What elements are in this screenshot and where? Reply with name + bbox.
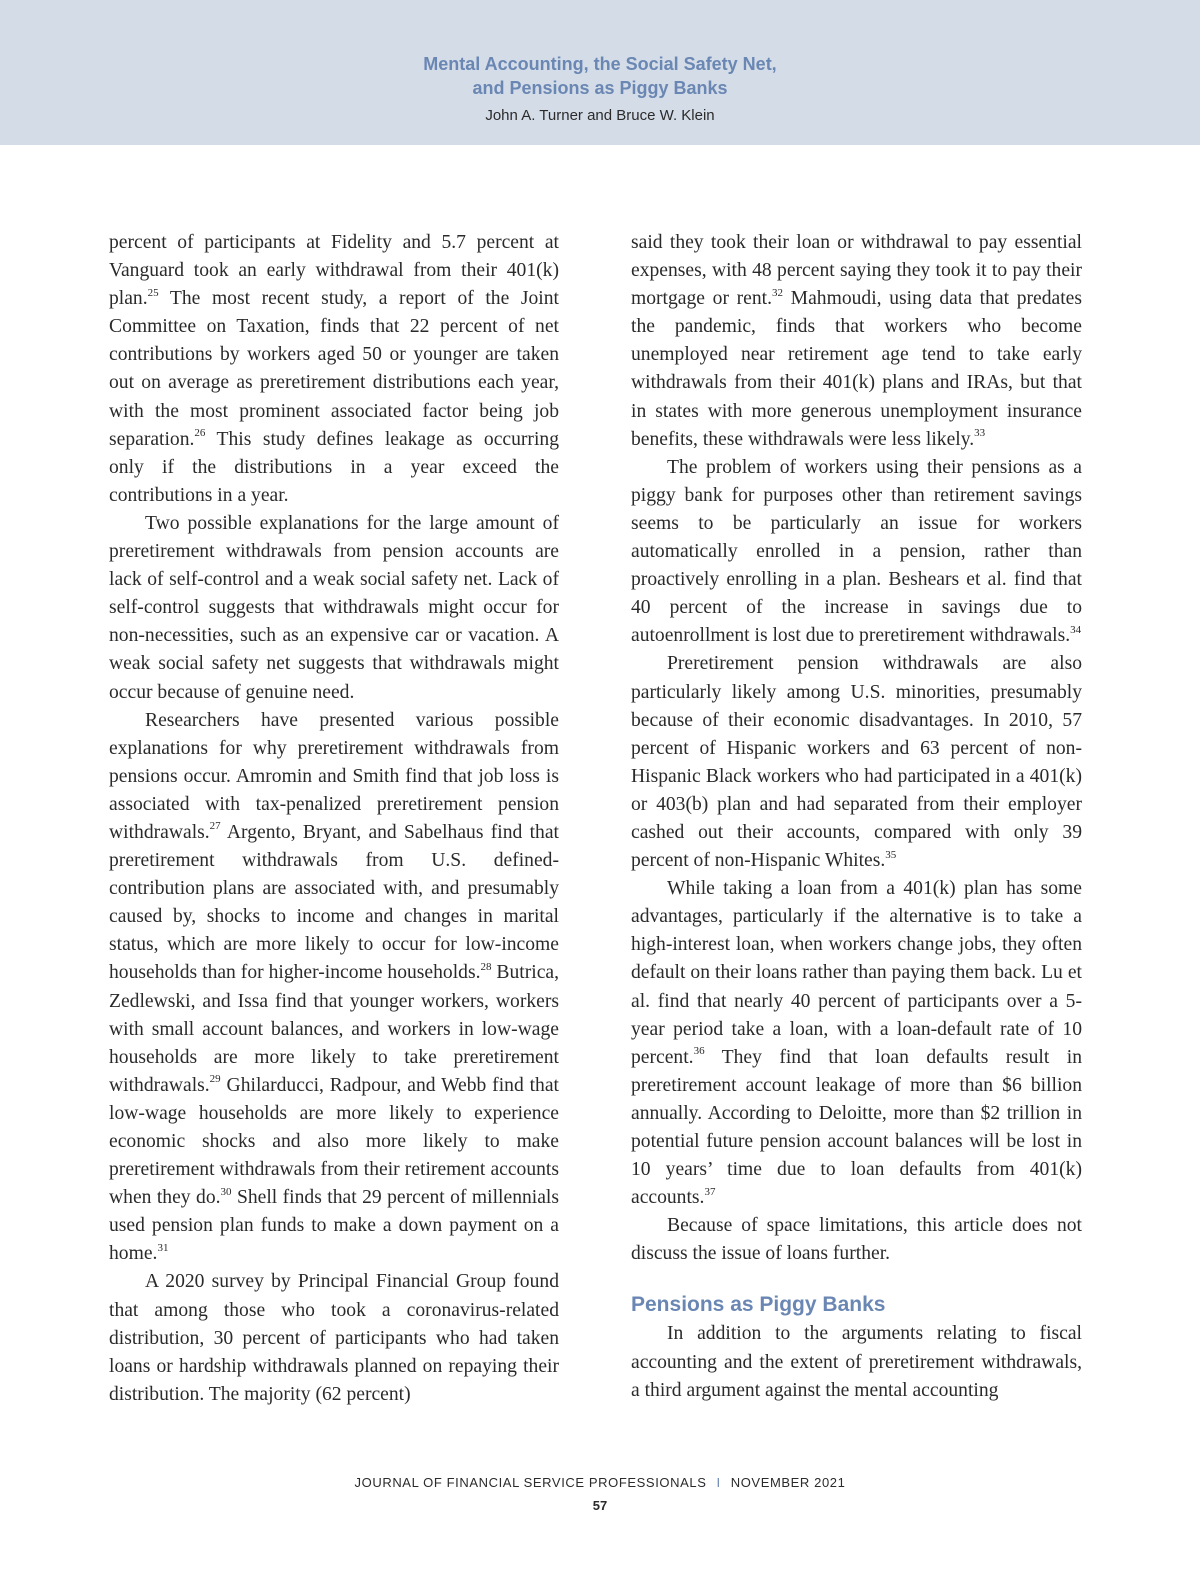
paragraph: In addition to the arguments relating to fiscal accounting and the extent of preretirement withdrawals, a third argument against the mental accounting [631, 1323, 1082, 1401]
page-footer [0, 1475, 1200, 1513]
footnote-ref: 27 [209, 820, 221, 833]
footnote-ref: 37 [704, 1185, 716, 1198]
paragraph: The problem of workers using their pensions as a piggy bank for purposes other than retirement savings seems to be particularly an issue for workers automatically enrolled in a pension, rather than proactively enrolling in a plan. Beshears et al. find that 40 percent of the increase in savings due to autoenrollment is lost due to preretirement withdrawals.$^{34}$ [631, 456, 1082, 647]
header-banner [0, 0, 1200, 145]
paragraph: Two possible explanations for the large amount of preretirement withdrawals from pension accounts are lack of self-control and a weak social safety net. Lack of self-control suggests that withdrawals might occur for non-necessities, such as an expensive car or vacation. A weak social safety net suggests that withdrawals might occur because of genuine need. [109, 512, 559, 703]
footnote-ref: 29 [209, 1073, 221, 1086]
footnote-ref: 35 [885, 848, 897, 861]
footer-separator: I [716, 1475, 721, 1490]
footnote-ref: 34 [1070, 623, 1082, 636]
section-heading: Pensions as Piggy Banks [631, 1293, 886, 1317]
paragraph: A 2020 survey by Principal Financial Group found that among those who took a coronavirus-related distribution, 30 percent of participants who had taken loans or hardship withdrawals planned on repaying their distribution. The majority (62 percent) [109, 1271, 559, 1405]
paragraph: Preretirement pension withdrawals are also particularly likely among U.S. minorities, presumably because of their economic disadvantages. In 2010, 57 percent of Hispanic workers and 63 percent of non-Hispanic Black workers who had participated in a 401(k) or 403(b) plan and had separated from their employer cashed out their accounts, compared with only 39 percent of non-Hispanic Whites.$^{35}$ [631, 653, 1082, 872]
paragraph: said they took their loan or withdrawal to pay essential expenses, with 48 percent saying they took it to pay their mortgage or rent.$^{32}$ Mahmoudi, using data that predates the pandemic, finds that workers who become unemployed near retirement age tend to take early withdrawals from their 401(k) plans and IRAs, but that in states with more generous unemployment insurance benefits, these withdrawals were less likely.$^{33}$ [631, 232, 1082, 450]
footnote-ref: 31 [157, 1241, 169, 1254]
article-title-line-2: and Pensions as Piggy Banks [472, 78, 728, 98]
article-authors: John A. Turner and Bruce W. Klein [485, 107, 715, 124]
left-column [109, 229, 559, 1409]
issue-date: NOVEMBER 2021 [730, 1475, 846, 1490]
footnote-ref: 36 [693, 1045, 705, 1058]
footnote-ref: 25 [147, 286, 159, 299]
paragraph: Because of space limitations, this article does not discuss the issue of loans further. [631, 1215, 1082, 1265]
footnote-ref: 30 [220, 1185, 232, 1198]
footnote-ref: 26 [194, 427, 206, 440]
footer-line [0, 1475, 1200, 1490]
article-title-line-1: Mental Accounting, the Social Safety Net, [423, 54, 777, 74]
paragraph: percent of participants at Fidelity and 5.7 percent at Vanguard took an early withdrawal from their 401(k) plan.$^{25}$ The most recent study, a report of the Joint Committee on Taxation, finds that 22 percent of net contributions by workers aged 50 or younger are taken out on average as preretirement distributions each year, with the most prominent associated factor being job separation.$^{26}$ This study defines leakage as occurring only if the distributions in a year exceed the contributions in a year. [109, 232, 559, 506]
footnote-ref: 28 [480, 960, 492, 973]
page-number: 57 [592, 1498, 608, 1513]
paragraph: While taking a loan from a 401(k) plan has some advantages, particularly if the alternative is to take a high-interest loan, when workers change jobs, they often default on their loans rather than paying them back. Lu et al. find that nearly 40 percent of participants over a 5-year period take a loan, with a loan-default rate of 10 percent.$^{36}$ They find that loan defaults result in preretirement account leakage of more than $6 billion annually. According to Deloitte, more than $2 trillion in potential future pension account balances will be lost in 10 years’ time due to loan defaults from 401(k) accounts.$^{37}$ [631, 878, 1082, 1209]
footnote-ref: 32 [772, 286, 784, 299]
journal-name: JOURNAL OF FINANCIAL SERVICE PROFESSIONALS [354, 1475, 707, 1490]
footnote-ref: 33 [974, 427, 986, 440]
right-column [631, 229, 1082, 1405]
paragraph: Researchers have presented various possible explanations for why preretirement withdrawals from pensions occur. Amromin and Smith find that job loss is associated with tax-penalized preretirement pension withdrawals.$^{27}$ Argento, Bryant, and Sabelhaus find that preretirement withdrawals from U.S. defined-contribution plans are associated with, and presumably caused by, shocks to income and changes in marital status, which are more likely to occur for low-income households than for higher-income households.$^{28}$ Butrica, Zedlewski, and Issa find that younger workers, workers with small account balances, and workers in low-wage households are more likely to take preretirement withdrawals.$^{29}$ Ghilarducci, Radpour, and Webb find that low-wage households are more likely to experience economic shocks and also more likely to make preretirement withdrawals from their retirement accounts when they do.$^{30}$ Shell finds that 29 percent of millennials used pension plan funds to make a down payment on a home.$^{31}$ [109, 709, 560, 1265]
